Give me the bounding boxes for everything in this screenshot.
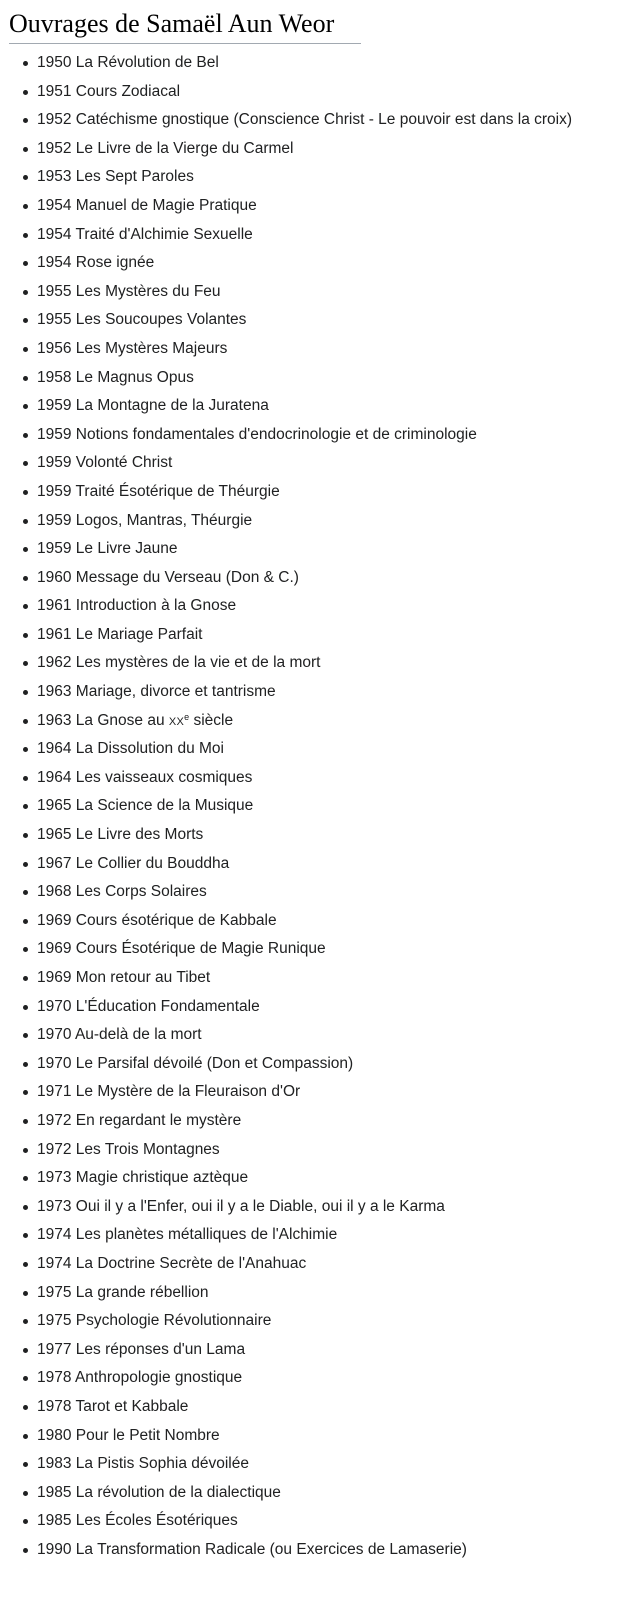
work-title: La Révolution de Bel: [75, 54, 219, 71]
list-item: [0, 649, 623, 678]
work-title: Volonté Christ: [75, 454, 173, 472]
bullet-icon: [23, 804, 28, 809]
bullet-icon: [23, 604, 28, 609]
work-title: Rose ignée: [75, 254, 155, 272]
work-year: 1969: [37, 940, 72, 958]
list-item: [0, 421, 623, 450]
work-title: Les vaisseaux cosmiques: [75, 768, 253, 786]
list-item: [0, 1336, 623, 1365]
list-item: [0, 735, 623, 764]
list-item: [0, 764, 623, 793]
bullet-icon: [23, 204, 28, 209]
work-title: Anthropologie gnostique: [74, 1369, 243, 1387]
list-item: [0, 78, 623, 107]
work-year: 1969: [37, 911, 72, 929]
work-title: Les Sept Paroles: [75, 168, 194, 186]
work-title: Les Mystères Majeurs: [75, 339, 228, 357]
section-heading: Ouvrages de Samaël Aun Weor: [9, 6, 361, 44]
bullet-icon: [23, 519, 28, 524]
bullet-icon: [23, 661, 28, 666]
list-item: [0, 221, 623, 250]
work-year: 1955: [37, 282, 72, 300]
bullet-icon: [23, 490, 28, 495]
bullet-icon: [23, 318, 28, 323]
work-title: La Science de la Musique: [75, 797, 254, 815]
work-title: Psychologie Révolutionnaire: [75, 1312, 272, 1330]
list-item: [0, 1136, 623, 1165]
list-item: [0, 306, 623, 335]
bullet-icon: [23, 776, 28, 781]
bullet-icon: [23, 1033, 28, 1038]
list-item: [0, 678, 623, 707]
list-item: [0, 1107, 623, 1136]
work-title: Les Mystères du Feu: [75, 282, 221, 300]
work-title: La grande rébellion: [75, 1283, 209, 1301]
work-year: 1953: [37, 168, 72, 186]
bullet-icon: [23, 747, 28, 752]
list-item: [0, 135, 623, 164]
bullet-icon: [23, 118, 28, 123]
work-title: Le Livre de la Vierge du Carmel: [75, 139, 294, 157]
bullet-icon: [23, 862, 28, 867]
work-year: 1978: [37, 1369, 72, 1387]
work-year: 1990: [37, 1540, 72, 1558]
work-year: 1977: [37, 1340, 72, 1358]
list-item: [0, 49, 623, 78]
list-item: [0, 821, 623, 850]
work-title: L'Éducation Fondamentale: [75, 997, 260, 1015]
work-title: La Doctrine Secrète de l'Anahuac: [75, 1254, 307, 1272]
work-year: 1970: [37, 1026, 72, 1044]
work-title: Traité d'Alchimie Sexuelle: [75, 225, 253, 243]
work-year: 1950: [37, 54, 72, 71]
work-year: 1961: [37, 625, 72, 643]
work-title: En regardant le mystère: [75, 1111, 242, 1129]
list-item: [0, 907, 623, 936]
bullet-icon: [23, 890, 28, 895]
bullet-icon: [23, 690, 28, 695]
bullet-icon: [23, 576, 28, 581]
work-year: 1959: [37, 540, 72, 558]
bullet-icon: [23, 919, 28, 924]
list-item: [0, 1307, 623, 1336]
work-year: 1959: [37, 425, 72, 443]
bullet-icon: [23, 290, 28, 295]
list-item: [0, 1393, 623, 1422]
list-item: [0, 707, 623, 736]
work-title: Tarot et Kabbale: [75, 1397, 189, 1415]
work-year: 1975: [37, 1283, 72, 1301]
work-title: Cours Ésotérique de Magie Runique: [75, 940, 326, 958]
list-item: [0, 935, 623, 964]
work-year: 1978: [37, 1397, 72, 1415]
work-year: 1954: [37, 254, 72, 272]
work-title: Pour le Petit Nombre: [75, 1426, 220, 1444]
work-year: 1964: [37, 768, 72, 786]
list-item: [0, 850, 623, 879]
bullet-icon: [23, 947, 28, 952]
work-title: Le Mariage Parfait: [75, 625, 203, 643]
work-year: 1983: [37, 1455, 72, 1473]
bullet-icon: [23, 376, 28, 381]
work-year: 1969: [37, 969, 72, 986]
list-item: [0, 192, 623, 221]
work-title: Traité Ésotérique de Théurgie: [75, 482, 280, 500]
list-item: [0, 478, 623, 507]
bullet-icon: [23, 233, 28, 238]
work-title: Le Mystère de la Fleuraison d'Or: [75, 1083, 301, 1101]
list-item: [0, 449, 623, 478]
work-title: Au-delà de la mort: [74, 1026, 202, 1044]
bullet-icon: [23, 1376, 28, 1381]
bullet-icon: [23, 976, 28, 981]
bullet-icon: [23, 404, 28, 409]
bullet-icon: [23, 1090, 28, 1095]
bullet-icon: [23, 1262, 28, 1267]
work-year: 1974: [37, 1226, 72, 1244]
work-year: 1970: [37, 997, 72, 1015]
bullet-icon: [23, 1462, 28, 1467]
bullet-icon: [23, 1005, 28, 1010]
work-title: La Montagne de la Juratena: [75, 397, 269, 415]
work-title: Les Soucoupes Volantes: [75, 311, 247, 329]
work-title: Les Trois Montagnes: [75, 1140, 220, 1158]
work-year: 1965: [37, 826, 72, 844]
list-item: [0, 1250, 623, 1279]
bullet-icon: [23, 1233, 28, 1238]
list-item: [0, 1279, 623, 1308]
bullet-icon: [23, 461, 28, 466]
work-title: Oui il y a l'Enfer, oui il y a le Diable, oui il y a le Karma: [75, 1197, 445, 1215]
work-year: 1960: [37, 568, 72, 586]
list-item: [0, 392, 623, 421]
list-item: [0, 1450, 623, 1479]
list-item: [0, 564, 623, 593]
work-year: 1955: [37, 311, 72, 329]
work-title: La Dissolution du Moi: [75, 740, 224, 758]
work-title-end: siècle: [189, 711, 234, 729]
bullet-icon: [23, 1291, 28, 1296]
list-item: [0, 964, 623, 993]
work-title: Manuel de Magie Pratique: [75, 196, 257, 214]
work-title: Les réponses d'un Lama: [75, 1340, 246, 1358]
work-title: Mon retour au Tibet: [75, 969, 211, 986]
bullet-icon: [23, 547, 28, 552]
bullet-icon: [23, 1062, 28, 1067]
work-title: Notions fondamentales d'endocrinologie et de criminologie: [75, 425, 477, 443]
work-title: Le Collier du Bouddha: [75, 854, 230, 872]
list-item: [0, 1078, 623, 1107]
bullet-icon: [23, 1491, 28, 1496]
bullet-icon: [23, 1434, 28, 1439]
work-title-start: La Gnose au: [75, 711, 169, 729]
bullet-icon: [23, 1405, 28, 1410]
work-year: 1959: [37, 511, 72, 529]
bullet-icon: [23, 433, 28, 438]
list-item: [0, 163, 623, 192]
work-year: 1968: [37, 883, 72, 901]
work-year: 1954: [37, 196, 72, 214]
work-year: 1956: [37, 339, 72, 357]
century-suffix: e: [184, 711, 190, 722]
list-item: [0, 106, 623, 135]
bullet-icon: [23, 1119, 28, 1124]
work-year: 1952: [37, 111, 72, 129]
work-year: 1965: [37, 797, 72, 815]
bullet-icon: [23, 90, 28, 95]
work-year: 1963: [37, 711, 72, 729]
bullet-icon: [23, 261, 28, 266]
list-item: [0, 507, 623, 536]
work-title: La révolution de la dialectique: [75, 1483, 281, 1501]
work-year: 1975: [37, 1312, 72, 1330]
work-title: Catéchisme gnostique (Conscience Christ - Le pouvoir est dans la croix): [75, 111, 573, 129]
list-item: [0, 1021, 623, 1050]
work-title: Les Écoles Ésotériques: [75, 1512, 238, 1530]
bullet-icon: [23, 633, 28, 638]
work-year: 1985: [37, 1483, 72, 1501]
bullet-icon: [23, 833, 28, 838]
bullet-icon: [23, 1319, 28, 1324]
list-item: [0, 1221, 623, 1250]
work-title: Les planètes métalliques de l'Alchimie: [75, 1226, 338, 1244]
work-title: Introduction à la Gnose: [75, 597, 237, 615]
bullet-icon: [23, 1176, 28, 1181]
work-year: 1963: [37, 683, 72, 701]
list-item: [0, 1050, 623, 1079]
work-year: 1972: [37, 1140, 72, 1158]
work-title: Logos, Mantras, Théurgie: [75, 511, 253, 529]
work-title: Magie christique aztèque: [75, 1169, 249, 1187]
bullet-icon: [23, 147, 28, 152]
list-item: [0, 1164, 623, 1193]
work-title: Le Livre Jaune: [75, 540, 178, 558]
work-title: La Pistis Sophia dévoilée: [75, 1455, 249, 1473]
list-item: [0, 335, 623, 364]
work-year: 1952: [37, 139, 72, 157]
work-year: 1959: [37, 397, 72, 415]
work-title: Message du Verseau (Don & C.): [75, 568, 299, 586]
work-year: 1962: [37, 654, 72, 672]
list-item: [0, 1479, 623, 1508]
work-year: 1958: [37, 368, 72, 386]
work-title: Mariage, divorce et tantrisme: [75, 683, 276, 701]
work-title: Le Parsifal dévoilé (Don et Compassion): [75, 1054, 354, 1072]
bullet-icon: [23, 1519, 28, 1524]
list-item: [0, 592, 623, 621]
work-title: Les mystères de la vie et de la mort: [75, 654, 321, 672]
work-title: Cours Zodiacal: [75, 82, 181, 100]
work-title: Le Magnus Opus: [75, 368, 194, 386]
list-item: [0, 878, 623, 907]
work-title: Le Livre des Morts: [75, 826, 204, 844]
work-title: Les Corps Solaires: [75, 883, 207, 901]
work-year: 1954: [37, 225, 72, 243]
works-list: [0, 49, 623, 1564]
list-item: [0, 1193, 623, 1222]
list-item: [0, 621, 623, 650]
work-year: 1985: [37, 1512, 72, 1530]
work-year: 1951: [37, 82, 72, 100]
work-title: [76, 712, 233, 729]
work-title: La Transformation Radicale (ou Exercices de Lamaserie): [75, 1540, 467, 1558]
list-item: [0, 1422, 623, 1451]
list-item: [0, 1536, 623, 1565]
century-numeral: XX: [168, 715, 185, 728]
work-year: 1971: [37, 1083, 72, 1101]
list-item: [0, 278, 623, 307]
bullet-icon: [23, 347, 28, 352]
work-year: 1959: [37, 482, 72, 500]
work-year: 1974: [37, 1254, 72, 1272]
list-item: [0, 1364, 623, 1393]
list-item: [0, 993, 623, 1022]
bullet-icon: [23, 1348, 28, 1353]
bullet-icon: [23, 175, 28, 180]
bullet-icon: [23, 719, 28, 724]
work-year: 1959: [37, 454, 72, 472]
bullet-icon: [23, 1148, 28, 1153]
work-year: 1972: [37, 1111, 72, 1129]
bullet-icon: [23, 61, 28, 66]
bullet-icon: [23, 1205, 28, 1210]
work-title: Cours ésotérique de Kabbale: [75, 911, 277, 929]
list-item: [0, 792, 623, 821]
list-item: [0, 1507, 623, 1536]
list-item: [0, 535, 623, 564]
work-year: 1970: [37, 1054, 72, 1072]
list-item: [0, 249, 623, 278]
work-year: 1973: [37, 1169, 72, 1187]
work-year: 1973: [37, 1197, 72, 1215]
work-year: 1961: [37, 597, 72, 615]
list-item: [0, 364, 623, 393]
work-year: 1964: [37, 740, 72, 758]
work-year: 1967: [37, 854, 72, 872]
work-year: 1980: [37, 1426, 72, 1444]
bullet-icon: [23, 1548, 28, 1553]
